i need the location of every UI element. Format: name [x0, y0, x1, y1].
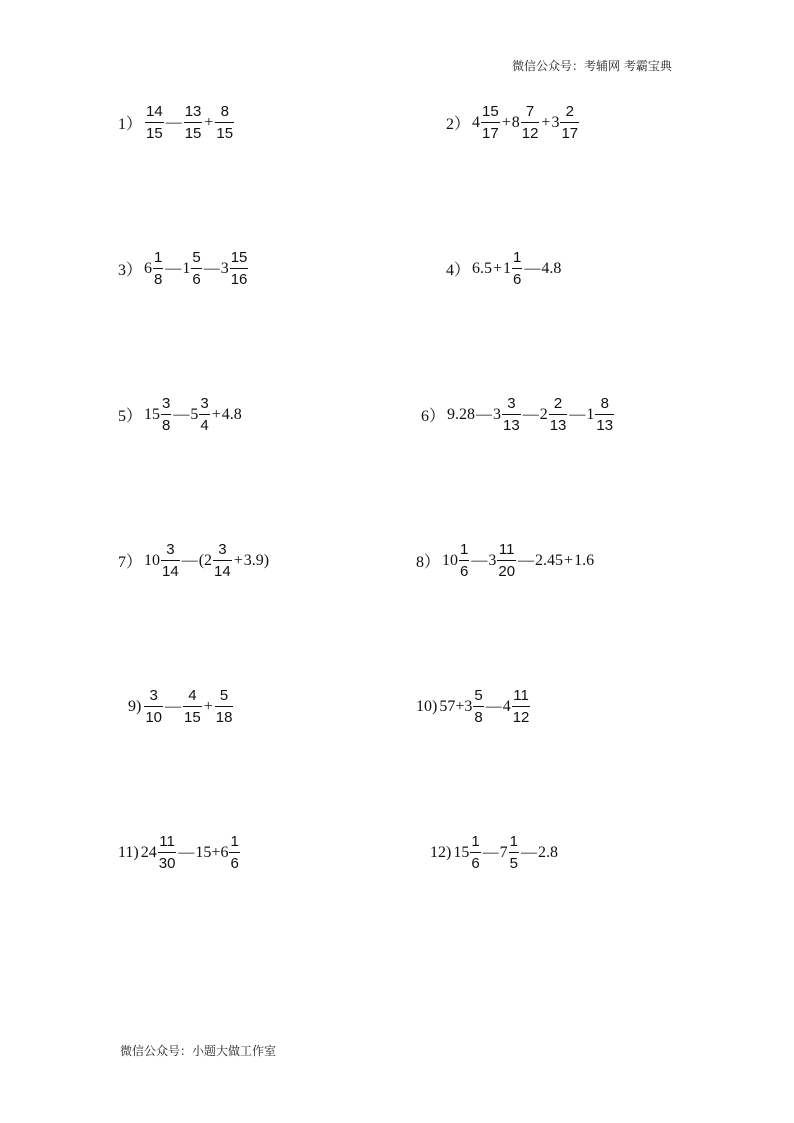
numerator: 3 — [507, 395, 516, 412]
number-text: 7 — [499, 843, 508, 861]
operator: — — [476, 405, 493, 423]
fraction — [481, 104, 500, 141]
number-text: 4 — [502, 697, 511, 715]
number-text: 2 — [539, 405, 548, 423]
operator: + — [211, 405, 221, 423]
problem-label: 9) — [128, 697, 142, 715]
fraction — [215, 688, 234, 725]
numerator: 13 — [184, 103, 202, 120]
fraction — [521, 104, 540, 141]
numerator: 8 — [600, 395, 609, 412]
problem-3 — [118, 250, 249, 287]
fraction — [213, 542, 232, 579]
problem-label: 10) — [416, 697, 438, 715]
denominator: 14 — [214, 563, 231, 580]
fraction — [549, 396, 568, 433]
denominator: 6 — [230, 855, 239, 872]
denominator: 8 — [162, 417, 171, 434]
operator: — — [165, 259, 182, 277]
number-text: 2.8 — [538, 843, 559, 861]
problem-label: 3） — [118, 262, 143, 279]
denominator: 6 — [460, 563, 469, 580]
problem-12 — [430, 834, 558, 871]
numerator: 3 — [166, 541, 175, 558]
fraction — [199, 396, 209, 433]
operator: + — [493, 259, 503, 277]
fraction — [153, 250, 163, 287]
fraction — [229, 834, 239, 871]
problem-label: 4） — [446, 262, 471, 279]
denominator: 13 — [549, 417, 567, 434]
denominator: 17 — [482, 125, 499, 142]
numerator: 11 — [498, 541, 515, 558]
fraction — [215, 104, 234, 141]
number-text: (2 — [198, 551, 213, 569]
denominator: 15 — [216, 125, 234, 142]
denominator: 15 — [146, 125, 163, 142]
numerator: 3 — [149, 687, 158, 704]
denominator: 18 — [215, 709, 233, 726]
numerator: 1 — [230, 833, 239, 850]
operator: + — [541, 113, 551, 131]
numerator: 1 — [513, 249, 522, 266]
fraction — [144, 688, 163, 725]
numerator: 1 — [509, 833, 519, 850]
denominator: 6 — [471, 855, 480, 872]
fraction — [473, 688, 483, 725]
denominator: 13 — [596, 417, 614, 434]
number-text: 6 — [144, 259, 153, 277]
operator: — — [482, 843, 499, 861]
numerator: 2 — [565, 103, 574, 120]
problem-label: 6） — [421, 408, 446, 425]
numerator: 3 — [218, 541, 227, 558]
numerator: 5 — [474, 687, 483, 704]
problem-label: 7） — [118, 554, 143, 571]
fraction — [161, 396, 171, 433]
fraction — [560, 104, 579, 141]
number-text: 3 — [551, 113, 560, 131]
fraction — [512, 250, 522, 287]
problem-label: 1） — [118, 116, 143, 133]
fraction — [191, 250, 201, 287]
problem-7 — [118, 542, 269, 579]
problem-8 — [416, 542, 594, 579]
denominator: 14 — [162, 563, 179, 580]
numerator: 7 — [525, 103, 535, 120]
numerator: 11 — [159, 833, 175, 850]
problem-5 — [118, 396, 242, 433]
numerator: 11 — [513, 687, 529, 704]
number-text: 1.6 — [574, 551, 595, 569]
operator: + — [203, 697, 213, 715]
operator: + — [204, 113, 214, 131]
number-text: 57+3 — [439, 697, 473, 715]
operator: — — [173, 405, 190, 423]
denominator: 30 — [158, 855, 176, 872]
numerator: 1 — [154, 249, 163, 266]
problem-1 — [118, 104, 235, 141]
number-text: 3 — [488, 551, 497, 569]
number-text: 3.9) — [243, 551, 270, 569]
number-text: 5 — [190, 405, 199, 423]
operator: — — [522, 405, 539, 423]
number-text: 1 — [503, 259, 512, 277]
operator: — — [524, 259, 541, 277]
header-note: 微信公众号：考辅网 考霸宝典 — [512, 59, 672, 73]
denominator: 8 — [474, 709, 483, 726]
numerator: 15 — [230, 249, 248, 266]
denominator: 13 — [503, 417, 520, 434]
operator: — — [181, 551, 198, 569]
fraction — [595, 396, 614, 433]
number-text: 8 — [511, 113, 520, 131]
numerator: 5 — [192, 249, 201, 266]
number-text: 9.28 — [447, 405, 476, 423]
numerator: 1 — [471, 833, 480, 850]
number-text: 24 — [140, 843, 157, 861]
number-text: 15+6 — [195, 843, 229, 861]
fraction — [459, 542, 469, 579]
denominator: 8 — [154, 271, 163, 288]
denominator: 4 — [200, 417, 209, 434]
problem-label: 11) — [118, 843, 139, 861]
problem-label: 5） — [118, 408, 143, 425]
problem-11 — [118, 834, 241, 871]
number-text: 6.5 — [472, 259, 493, 277]
denominator: 6 — [513, 271, 522, 288]
number-text: 15 — [144, 405, 161, 423]
denominator: 15 — [184, 709, 201, 726]
problem-label: 2） — [446, 116, 471, 133]
fraction — [509, 834, 519, 871]
operator: + — [233, 551, 243, 569]
denominator: 12 — [521, 125, 539, 142]
problem-label: 12) — [430, 843, 452, 861]
operator: — — [521, 843, 538, 861]
numerator: 8 — [220, 103, 229, 120]
numerator: 1 — [460, 541, 469, 558]
denominator: 12 — [512, 709, 530, 726]
number-text: 3 — [493, 405, 502, 423]
number-text: 10 — [144, 551, 161, 569]
numerator: 14 — [146, 103, 163, 120]
denominator: 10 — [145, 709, 163, 726]
numerator: 4 — [188, 687, 197, 704]
fraction — [502, 396, 521, 433]
operator: — — [518, 551, 535, 569]
fraction — [497, 542, 516, 579]
numerator: 5 — [219, 687, 229, 704]
number-text: 15 — [453, 843, 470, 861]
problem-9 — [128, 688, 234, 725]
numerator: 2 — [553, 395, 563, 412]
fraction — [470, 834, 480, 871]
numerator: 3 — [162, 395, 171, 412]
number-text: 10 — [442, 551, 459, 569]
denominator: 20 — [498, 563, 516, 580]
denominator: 5 — [509, 855, 519, 872]
problem-2 — [446, 104, 580, 141]
number-text: 4 — [472, 113, 481, 131]
number-text: 4.8 — [541, 259, 562, 277]
fraction — [512, 688, 531, 725]
operator: + — [501, 113, 511, 131]
number-text: 3 — [220, 259, 229, 277]
numerator: 3 — [200, 395, 209, 412]
number-text: 2.45 — [535, 551, 564, 569]
problem-4 — [446, 250, 561, 287]
fraction — [230, 250, 249, 287]
operator: — — [471, 551, 488, 569]
fraction — [184, 104, 203, 141]
fraction — [145, 104, 164, 141]
footer-note: 微信公众号：小题大做工作室 — [120, 1044, 277, 1058]
denominator: 6 — [192, 271, 201, 288]
operator: — — [165, 113, 182, 131]
fraction — [161, 542, 180, 579]
denominator: 15 — [184, 125, 202, 142]
operator: — — [485, 697, 502, 715]
problem-10 — [416, 688, 531, 725]
denominator: 17 — [561, 125, 579, 142]
number-text: 1 — [182, 259, 191, 277]
problem-6 — [421, 396, 615, 433]
operator: + — [564, 551, 574, 569]
operator: — — [165, 697, 182, 715]
operator: — — [178, 843, 195, 861]
numerator: 15 — [482, 103, 499, 120]
problem-label: 8） — [416, 554, 441, 571]
number-text: 1 — [586, 405, 595, 423]
operator: — — [569, 405, 586, 423]
fraction — [183, 688, 202, 725]
denominator: 16 — [230, 271, 248, 288]
fraction — [158, 834, 177, 871]
number-text: 4.8 — [221, 405, 242, 423]
operator: — — [203, 259, 220, 277]
